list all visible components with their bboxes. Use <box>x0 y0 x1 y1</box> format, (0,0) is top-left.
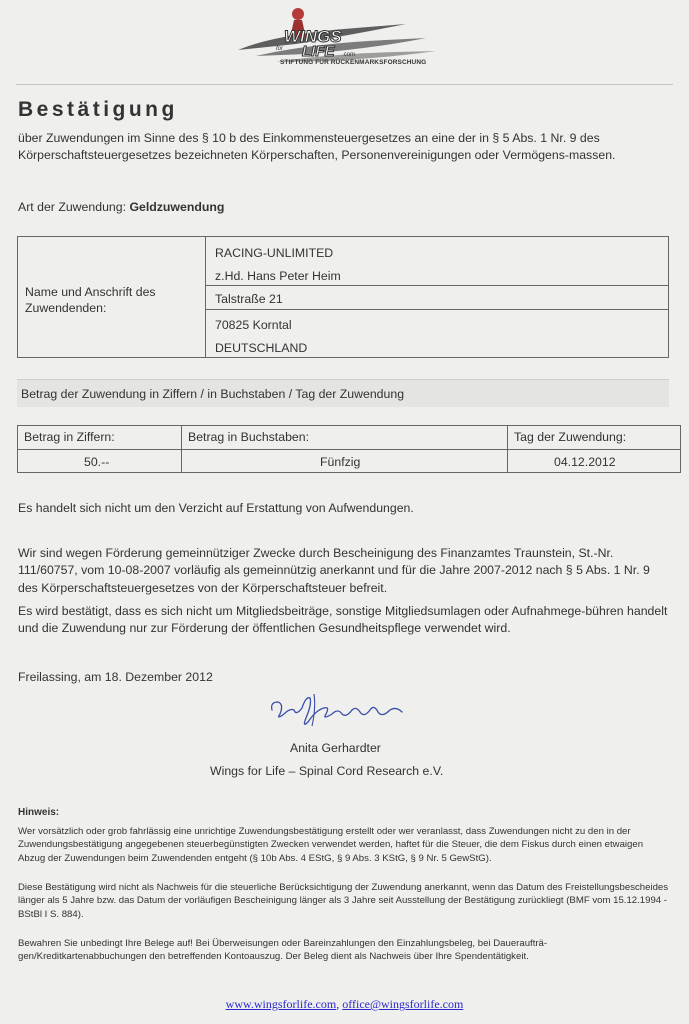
notice-paragraph-liability: Wer vorsätzlich oder grob fahrlässig eine unrichtige Zuwendungsbestätigung erstellt oder wer veranlasst, dass Zuwendungen nicht zu den in der Zuwendungsbestätigung angegebenen steuerbegünstigten Zwecken verwendet werden, haftet für die Steuer, die dem Fiskus durch einen etwaigen Abzug der Zuwendungen beim Zuwendenden entgeht (§ 10b Abs. 4 EStG, § 9 Abs. 3 KStG, § 9 Nr. 5 GewStG). <box>18 826 644 864</box>
amount-section-heading-text: Betrag der Zuwendung in Ziffern / in Buchstaben / Tag der Zuwendung <box>21 387 405 401</box>
donor-line-5: DEUTSCHLAND <box>215 341 308 355</box>
donation-type <box>18 200 224 214</box>
amount-digits: 50.-- <box>84 455 110 469</box>
wings-for-life-logo <box>236 4 446 76</box>
donor-label: Name und Anschrift des Zuwendenden: <box>25 285 156 315</box>
organization-name: Wings for Life – Spinal Cord Research e.V. <box>210 764 444 778</box>
donor-line-1: RACING-UNLIMITED <box>215 246 334 260</box>
confirmation-statement: Es wird bestätigt, dass es sich nicht um Mitgliedsbeiträge, sonstige Mitgliedsumlagen oder Aufnahmege-bühren handelt und die Zuwendung nur zur Förderung der öffentlichen Gesundheitspflege verwendet wird. <box>18 604 668 636</box>
place-and-date: Freilassing, am 18. Dezember 2012 <box>18 670 213 684</box>
amount-words: Fünfzig <box>320 455 361 469</box>
tax-exemption-statement: Wir sind wegen Förderung gemeinnütziger Zwecke durch Bescheinigung des Finanzamtes Traunstein, St.-Nr. 111/60757, vom 10-08-2007 vorläufig als gemeinnützig anerkannt und für die Jahre 2007-2012 nach § 5 Abs. 1 Nr. 9 des Körperschaftsteuergesetzes von der Körperschaftsteuer befreit. <box>18 546 650 595</box>
notice-paragraph-receipts: Bewahren Sie unbedingt Ihre Belege auf! Bei Überweisungen oder Bareinzahlungen den Einzahlungsbeleg, bei Daueraufträ-gen/Kreditkartenabbuchungen den betreffenden Kontoauszug. Der Beleg dient als Nachweis über Ihre Spendentätigkeit. <box>18 938 548 963</box>
document-title: Bestätigung <box>18 98 178 121</box>
notice-paragraph-validity: Diese Bestätigung wird nicht als Nachweis für die steuerliche Berücksichtigung der Zuwendung anerkannt, wenn das Datum des Freistellungsbescheides länger als 5 Jahre bzw. das Datum der vorläufigen Bescheinigung länger als 3 Jahre seit Ausstellung der Bestätigung zurückliegt (BMF vom 15.12.1994 - BStBl I S. 884). <box>18 882 669 920</box>
donation-date: 04.12.2012 <box>554 455 616 469</box>
amount-table <box>17 425 681 473</box>
donor-row-divider <box>206 285 668 286</box>
logo-tagline: STIFTUNG FÜR RÜCKENMARKSFORSCHUNG <box>280 59 427 66</box>
donor-table <box>17 236 669 358</box>
svg-text:LIFE: LIFE <box>302 43 335 60</box>
donation-type-label: Art der Zuwendung: <box>18 200 127 214</box>
email-link[interactable]: office@wingsforlife.com <box>342 997 464 1011</box>
donor-line-3: Talstraße 21 <box>215 292 283 306</box>
amount-header-digits: Betrag in Ziffern: <box>24 430 115 444</box>
donor-row-divider <box>206 309 668 310</box>
header-divider <box>16 84 673 85</box>
handwritten-signature <box>266 688 416 732</box>
amount-row-divider <box>18 449 680 450</box>
amount-header-words: Betrag in Buchstaben: <box>188 430 309 444</box>
amount-header-date: Tag der Zuwendung: <box>514 430 627 444</box>
notice-title: Hinweis: <box>18 807 60 818</box>
donor-label-cell <box>18 237 206 357</box>
website-link[interactable]: www.wingsforlife.com <box>225 997 337 1011</box>
footer-separator: , <box>336 997 343 1011</box>
donation-type-value: Geldzuwendung <box>129 200 225 214</box>
svg-text:.com: .com <box>342 52 356 58</box>
donor-line-4: 70825 Korntal <box>215 318 292 332</box>
signer-name: Anita Gerhardter <box>290 741 381 755</box>
amount-section-heading <box>17 379 669 407</box>
intro-text: über Zuwendungen im Sinne des § 10 b des Einkommensteuergesetzes an eine der in § 5 Abs. 1 Nr. 9 des Körperschaftsteuergesetzes bezeichneten Körperschaften, Personenvereinigungen oder Vermögens-massen. <box>18 131 616 163</box>
no-waiver-statement: Es handelt sich nicht um den Verzicht auf Erstattung von Aufwendungen. <box>18 501 414 515</box>
svg-text:WINGS: WINGS <box>284 27 342 46</box>
donor-line-2: z.Hd. Hans Peter Heim <box>215 269 341 283</box>
svg-text:for: for <box>276 46 284 52</box>
footer-contact <box>0 997 689 1012</box>
